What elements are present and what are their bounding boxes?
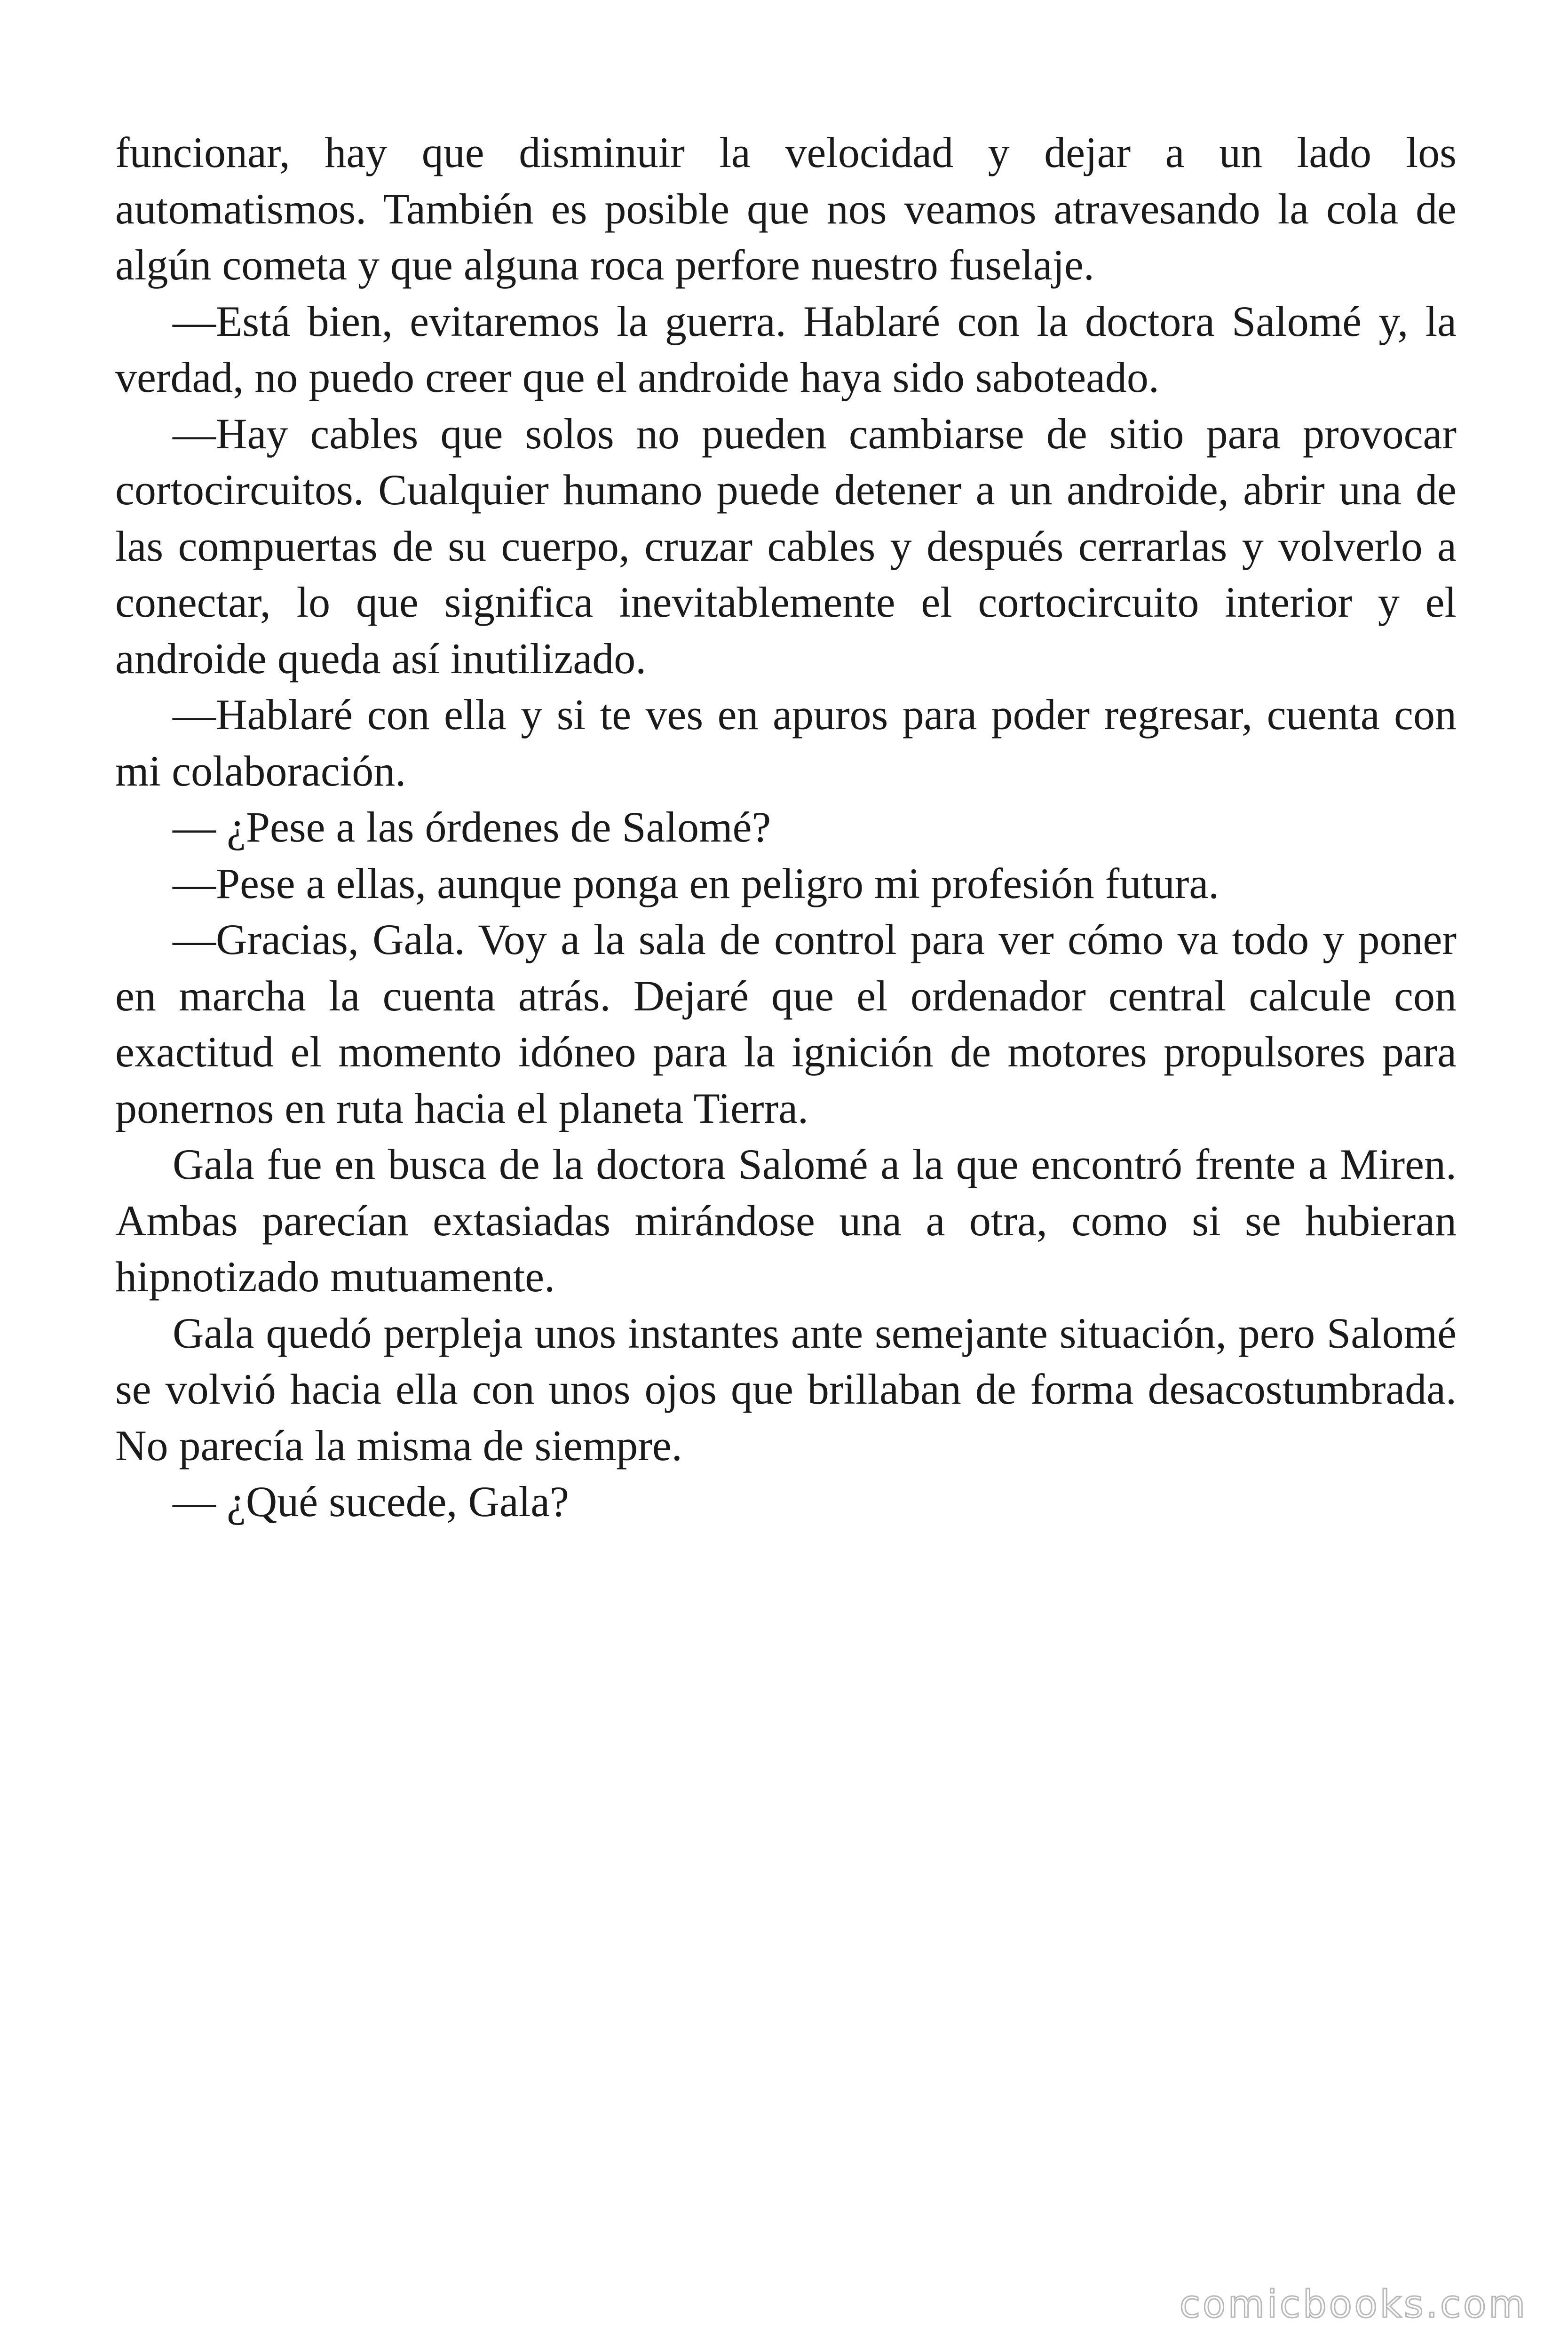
page-body	[115, 125, 1457, 1530]
paragraph: —Hay cables que solos no pueden cambiarse de sitio para provocar cortocircuitos. Cualquier humano puede detener a un androide, abrir una de las compuertas de su cuerpo, cruzar cables y después cerrarlas y volverlo a conectar, lo que significa inevitablemente el cortocircuito interior y el androide queda así inutilizado.	[115, 409, 1457, 683]
paragraph: —Hablaré con ella y si te ves en apuros para poder regresar, cuenta con mi colaboración.	[115, 691, 1457, 795]
paragraph: Gala quedó perpleja unos instantes ante semejante situación, pero Salomé se volvió hacia ella con unos ojos que brillaban de forma desacostumbrada. No parecía la misma de siempre.	[115, 1309, 1457, 1470]
watermark: comicbooks.com	[1179, 2282, 1528, 2326]
paragraph: — ¿Pese a las órdenes de Salomé?	[173, 803, 771, 851]
paragraph: —Está bien, evitaremos la guerra. Hablaré con la doctora Salomé y, la verdad, no puedo creer que el androide haya sido saboteado.	[115, 297, 1457, 401]
paragraph: —Gracias, Gala. Voy a la sala de control para ver cómo va todo y poner en marcha la cuenta atrás. Dejaré que el ordenador central calcule con exactitud el momento idóneo para la ignición de motores propulsores para ponernos en ruta hacia el planeta Tierra.	[115, 915, 1457, 1132]
paragraph: Gala fue en busca de la doctora Salomé a la que encontró frente a Miren. Ambas parecían extasiadas mirándose una a otra, como si se hubieran hipnotizado mutuamente.	[115, 1140, 1457, 1301]
paragraph: — ¿Qué sucede, Gala?	[173, 1478, 569, 1526]
paragraph: funcionar, hay que disminuir la velocidad y dejar a un lado los automatismos. También es posible que nos veamos atravesando la cola de algún cometa y que alguna roca perfore nuestro fuselaje.	[115, 128, 1457, 289]
paragraph: —Pese a ellas, aunque ponga en peligro mi profesión futura.	[173, 859, 1220, 907]
